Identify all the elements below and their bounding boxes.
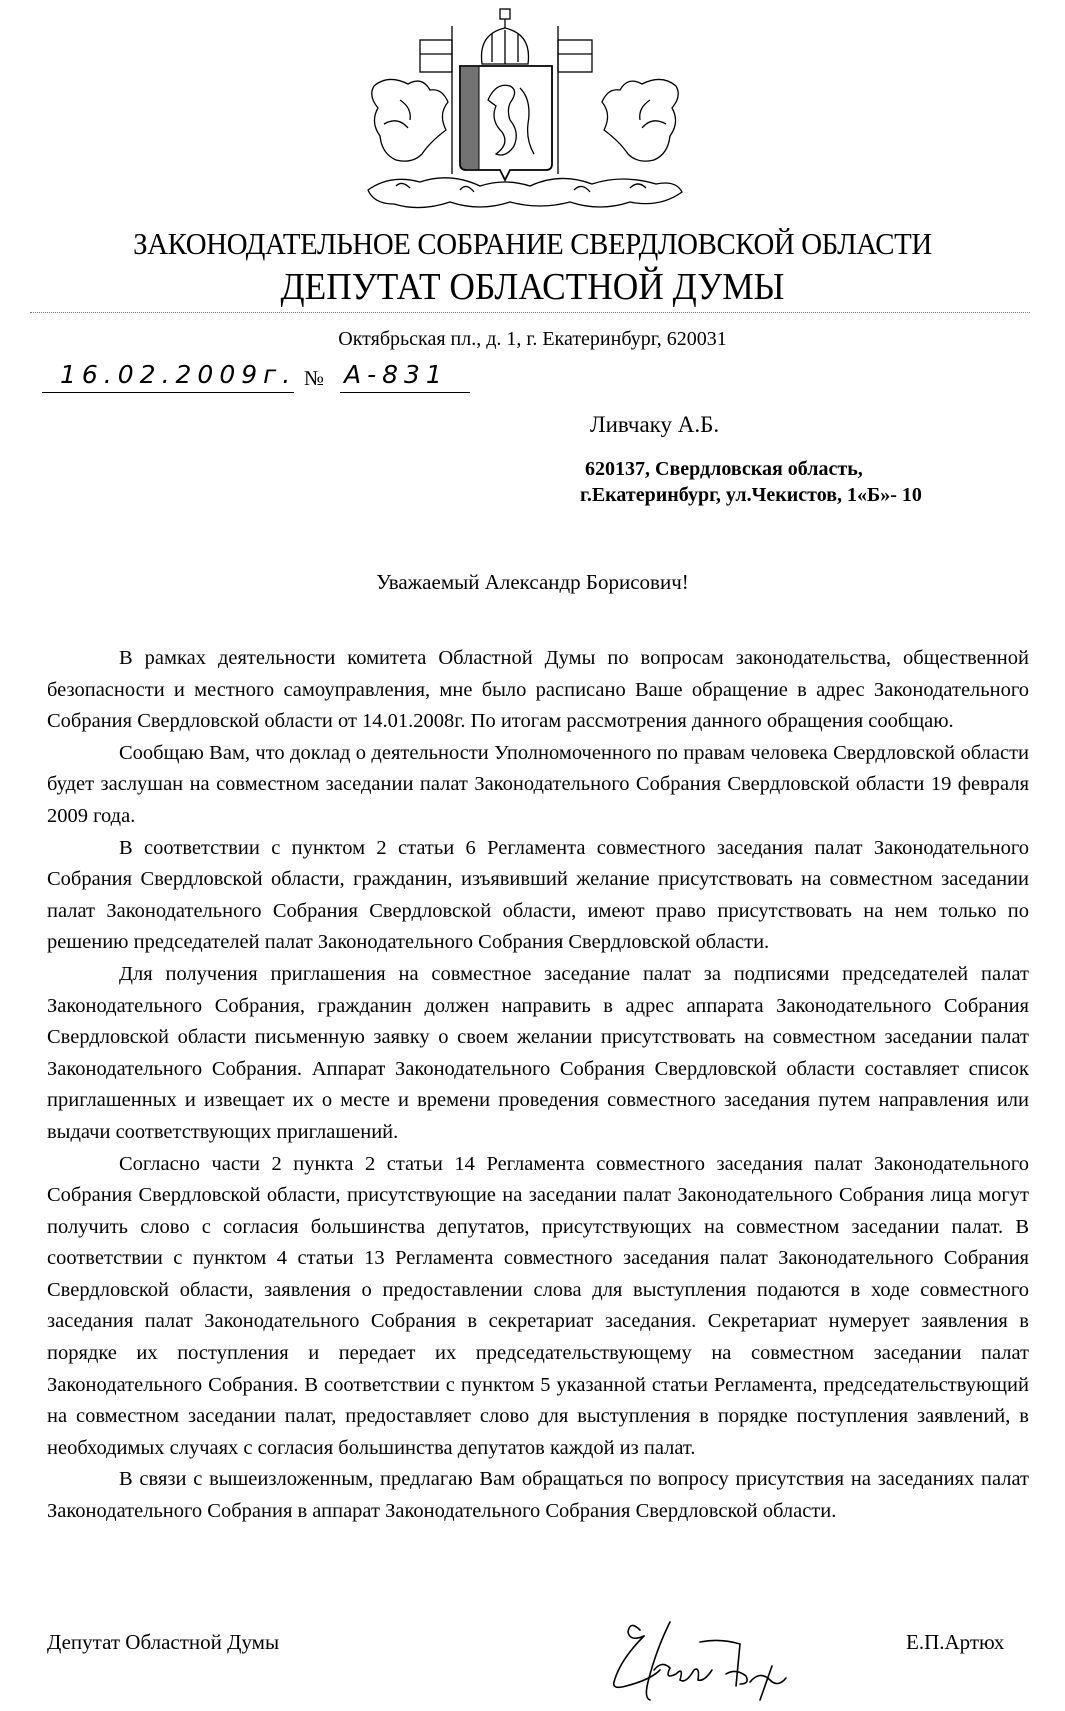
number-field: [340, 360, 470, 393]
banner-right-icon: [558, 26, 592, 174]
supporter-left-icon: [372, 79, 448, 161]
handwritten-signature-icon: [600, 1610, 860, 1706]
supporter-right-icon: [602, 79, 678, 161]
number-label: №: [304, 366, 325, 390]
body-paragraph: В рамках деятельности комитета Областной Думы по вопросам законодательства, общественной безопасности и местного самоуправления, мне было расписано Ваше обращение в адрес Законодательного Собрания Свердловской области от 14.01.2008г. По итогам рассмотрения данного обращения сообщаю.: [47, 647, 1029, 733]
position-title: ДЕПУТАТ ОБЛАСТНОЙ ДУМЫ: [280, 266, 785, 308]
shield-icon: [460, 66, 552, 180]
body-paragraph: Сообщаю Вам, что доклад о деятельности Уполномоченного по правам человека Свердловской области будет заслушан на совместном заседании палат Законодательного Собрания Свердловской области 19 февраля 2009 года.: [47, 741, 1029, 827]
signatory-name: Е.П.Артюх: [906, 1630, 1005, 1654]
body-paragraph: В соответствии с пунктом 2 статьи 6 Регламента совместного заседания палат Законодательного Собрания Свердловской области, гражданин, изъявивший желание присутствовать на совместном заседании палат Законодательного Собрания Свердловской области, имеют право присутствовать на нем только по решению председателей палат Законодательного Собрания Свердловской области.: [47, 836, 1029, 954]
letter-body: [47, 643, 1029, 1528]
body-paragraph: Согласно части 2 пункта 2 статьи 14 Регламента совместного заседания палат Законодательного Собрания Свердловской области, присутствующие на заседании палат Законодательного Собрания лица могут получить слово с согласия большинства депутатов, присутствующих на совместном заседании палат. В соответствии с пунктом 4 статьи 13 Регламента совместного заседания палат Законодательного Собрания Свердловской области, заявления о предоставлении слова для выступления подаются в ходе совместного заседания палат Законодательного Собрания в секретариат заседания. Секретариат нумерует заявления в порядке их поступления и передает их председательствующему на совместном заседании палат Законодательного Собрания. В соответствии с пунктом 5 указанной статьи Регламента, председательствующий на совместном заседании палат, предоставляет слово для выступления в порядке поступления заявлений, в необходимых случаях с согласия большинства депутатов каждой из палат.: [47, 1152, 1029, 1459]
recipient-address-line-2: г.Екатеринбург, ул.Чекистов, 1«Б»- 10: [580, 484, 922, 506]
foliage-base-icon: [368, 178, 682, 208]
date-field: [42, 360, 297, 393]
body-paragraph: Для получения приглашения на совместное заседание палат за подписями председателей палат Законодательного Собрания, гражданин должен направить в адрес аппарата Законодательного Собрания Свердловской области письменную заявку о своем желании присутствовать на совместном заседании палат Законодательного Собрания. Аппарат Законодательного Собрания Свердловской области составляет список приглашенных и извещает их о месте и времени проведения совместного заседания путем направления или выдачи соответствующих приглашений.: [47, 962, 1029, 1143]
signatory-title: Депутат Областной Думы: [47, 1630, 280, 1654]
handwritten-number: А-831: [344, 360, 448, 389]
recipient-address-line-1: 620137, Свердловская область,: [585, 458, 863, 480]
handwritten-date: 16.02.2009г.: [60, 360, 297, 389]
office-address: Октябрьская пл., д. 1, г. Екатеринбург, 620031: [338, 328, 727, 350]
registration-line: [42, 360, 472, 400]
body-paragraph: В связи с вышеизложенным, предлагаю Вам обращаться по вопросу присутствия на заседаниях палат Законодательного Собрания в аппарат Законодательного Собрания Свердловской области.: [47, 1468, 1029, 1523]
crown-icon: [481, 9, 528, 64]
organization-name: ЗАКОНОДАТЕЛЬНОЕ СОБРАНИЕ СВЕРДЛОВСКОЙ ОБЛАСТИ: [133, 226, 932, 261]
coat-of-arms-emblem: [360, 4, 690, 216]
salutation: Уважаемый Александр Борисович!: [376, 570, 689, 594]
recipient-name: Ливчаку А.Б.: [590, 412, 720, 437]
header-divider: [30, 312, 1030, 313]
